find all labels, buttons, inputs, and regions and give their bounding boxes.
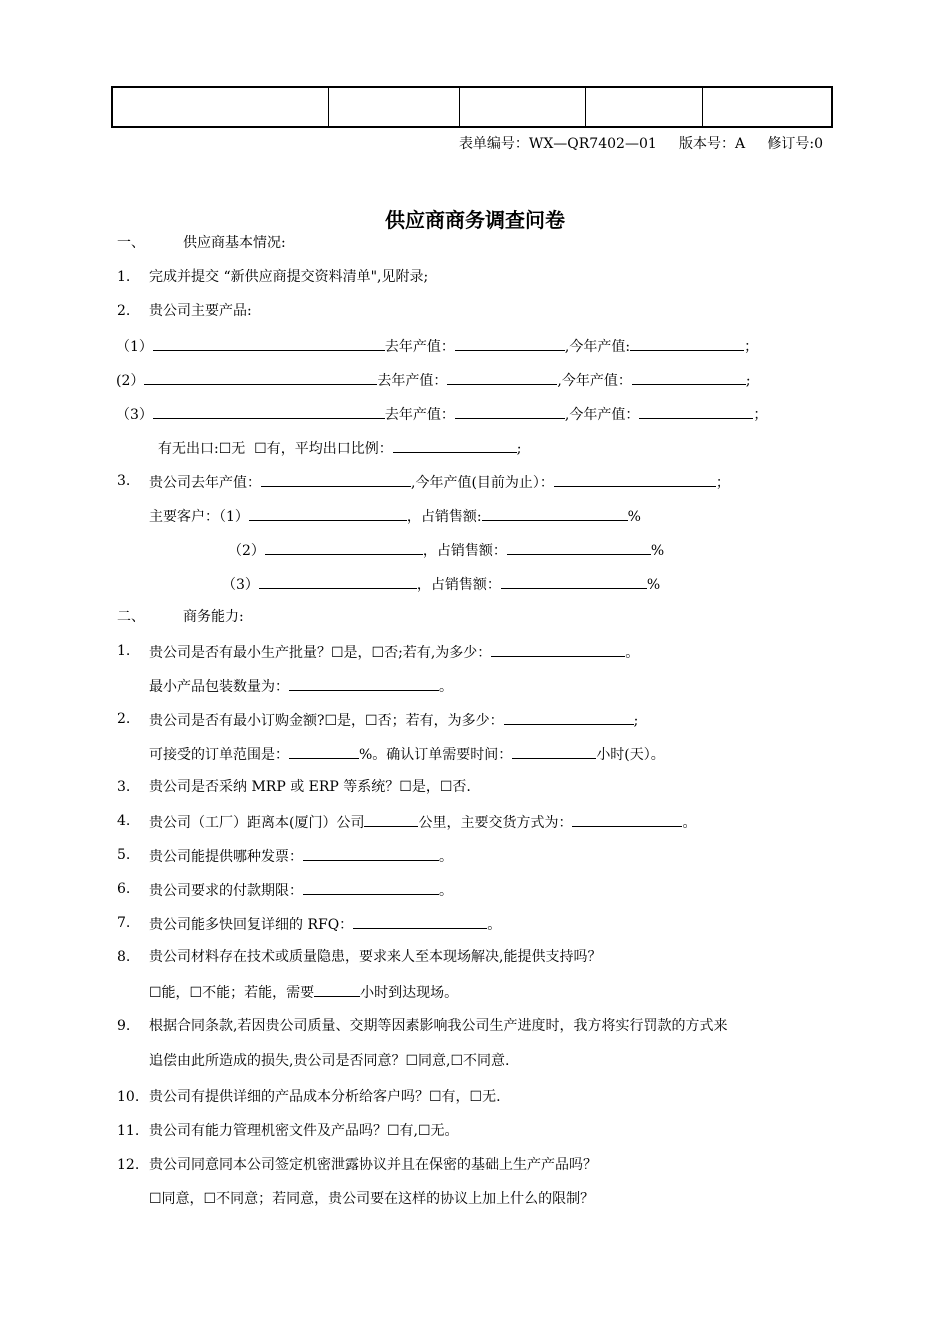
- last-year-label: 去年产值：: [377, 373, 448, 389]
- question-number: 3.: [117, 473, 131, 489]
- customer-name-field[interactable]: [259, 573, 417, 589]
- header-cell: [703, 88, 831, 126]
- this-year-label: ,今年产值：: [564, 407, 640, 423]
- last-year-output-field[interactable]: [455, 403, 565, 419]
- question-number: 2.: [117, 711, 131, 727]
- distance-field[interactable]: [364, 811, 418, 827]
- question-label: 贵公司是否有最小订购金额?☐是，☐否；若有，为多少：: [149, 713, 504, 729]
- question-text: [149, 743, 665, 765]
- export-line: [158, 437, 521, 459]
- question-text: [149, 845, 453, 867]
- last-year-label: 去年产值：: [384, 407, 455, 423]
- product-index: （1）: [116, 339, 153, 355]
- percent-sign: %: [646, 577, 661, 593]
- question-label: 贵公司能提供哪种发票：: [149, 849, 303, 865]
- sales-share-field[interactable]: [482, 505, 628, 521]
- question-text: [149, 709, 638, 731]
- question-label: 小时到达现场。: [360, 985, 459, 1001]
- header-cell: [329, 88, 460, 126]
- sales-share-label: ，占销售额：: [422, 543, 507, 559]
- header-cell: [113, 88, 329, 126]
- customer-index: （3）: [222, 577, 259, 593]
- last-year-output-field[interactable]: [447, 369, 557, 385]
- section-number: 一、: [117, 235, 145, 251]
- question-text: 追偿由此所造成的损失,贵公司是否同意？☐同意,☐不同意.: [149, 1053, 510, 1069]
- this-year-output-field[interactable]: [632, 369, 746, 385]
- question-text: 完成并提交 “新供应商提交资料清单",见附录;: [149, 269, 429, 285]
- delivery-method-field[interactable]: [572, 811, 682, 827]
- header-cell: [460, 88, 586, 126]
- customer-index: （1）: [219, 509, 249, 525]
- customer-line: [149, 505, 641, 527]
- product-line: [116, 335, 758, 357]
- question-text: 根据合同条款,若因贵公司质量、交期等因素影响我公司生产进度时，我方将实行罚款的方式来: [149, 1018, 728, 1034]
- question-label: 贵公司要求的付款期限：: [149, 883, 303, 899]
- min-package-field[interactable]: [289, 675, 439, 691]
- percent-sign: %: [627, 509, 641, 525]
- this-year-label: ,今年产值(目前为止）：: [411, 475, 554, 491]
- product-name-field[interactable]: [144, 369, 377, 385]
- line-end: 。: [439, 679, 453, 695]
- this-year-output-field[interactable]: [630, 335, 744, 351]
- line-end: 。: [439, 883, 453, 899]
- line-end: ；: [715, 475, 730, 491]
- question-label: 贵公司是否有最小生产批量？☐是，☐否;若有,为多少：: [149, 645, 492, 661]
- line-end: ;: [516, 441, 522, 457]
- question-text: 贵公司有提供详细的产品成本分析给客户吗？☐有，☐无.: [149, 1089, 501, 1105]
- last-year-output-field[interactable]: [261, 471, 411, 487]
- question-label: ☐能，☐不能；若能，需要: [149, 985, 315, 1001]
- line-end: 。: [487, 917, 502, 933]
- last-year-label: 贵公司去年产值：: [149, 475, 261, 491]
- page-title: 供应商商务调查问卷: [385, 208, 565, 232]
- question-text: 贵公司是否采纳 MRP 或 ERP 等系统？☐是，☐否.: [149, 779, 471, 795]
- this-year-label: ,今年产值：: [557, 373, 632, 389]
- line-end: ;: [633, 713, 639, 729]
- header-cell: [586, 88, 703, 126]
- section-heading: 商务能力:: [183, 609, 244, 625]
- arrival-hours-field[interactable]: [314, 981, 360, 997]
- question-number: 11.: [117, 1123, 140, 1139]
- question-text: [149, 879, 453, 901]
- sales-share-label: ，占销售额:: [406, 509, 482, 525]
- question-text: [149, 981, 458, 1003]
- this-year-output-field[interactable]: [554, 471, 716, 487]
- product-index: (2）: [116, 373, 145, 389]
- question-number: 6.: [117, 881, 131, 897]
- question-text: ☐同意，☐不同意；若同意，贵公司要在这样的协议上加上什么的限制？: [149, 1191, 595, 1207]
- question-number: 4.: [117, 813, 131, 829]
- min-order-field[interactable]: [504, 709, 634, 725]
- last-year-output-field[interactable]: [455, 335, 565, 351]
- question-number: 9.: [117, 1018, 131, 1034]
- line-end: 。: [625, 645, 640, 661]
- question-text: 贵公司材料存在技术或质量隐患，要求来人至本现场解决,能提供支持吗？: [149, 949, 602, 965]
- question-number: 2.: [117, 303, 131, 319]
- confirm-time-field[interactable]: [512, 743, 596, 759]
- question-text: [149, 913, 501, 935]
- product-line: [116, 369, 751, 391]
- question-text: [149, 641, 639, 663]
- customer-line: [222, 573, 660, 595]
- product-index: （3）: [116, 407, 153, 423]
- line-end: ；: [744, 339, 759, 355]
- sales-share-field[interactable]: [507, 539, 651, 555]
- section-number: 二、: [117, 609, 145, 625]
- line-end: 。: [682, 815, 697, 831]
- question-number: 1.: [117, 269, 131, 285]
- question-label: 公里，主要交货方式为：: [418, 815, 573, 831]
- question-label: 可接受的订单范围是：: [149, 747, 289, 763]
- this-year-label: ,今年产值:: [564, 339, 631, 355]
- line-end: ；: [753, 407, 768, 423]
- question-number: 3.: [117, 779, 131, 795]
- question-number: 10.: [117, 1089, 140, 1105]
- question-text: 贵公司同意同本公司签定机密泄露协议并且在保密的基础上生产产品吗？: [149, 1157, 597, 1173]
- question-text: [149, 811, 696, 833]
- question-number: 7.: [117, 915, 131, 931]
- customer-name-field[interactable]: [249, 505, 407, 521]
- order-range-field[interactable]: [289, 743, 359, 759]
- output-line: [149, 471, 730, 493]
- question-number: 5.: [117, 847, 131, 863]
- question-label: 最小产品包装数量为：: [149, 679, 289, 695]
- sales-share-field[interactable]: [501, 573, 647, 589]
- section-heading: 供应商基本情况:: [183, 235, 286, 251]
- payment-term-field[interactable]: [303, 879, 439, 895]
- question-number: 8.: [117, 949, 131, 965]
- last-year-label: 去年产值：: [384, 339, 455, 355]
- min-batch-field[interactable]: [491, 641, 625, 657]
- question-text: 贵公司有能力管理机密文件及产品吗？☐有,☐无。: [149, 1123, 459, 1139]
- product-name-field[interactable]: [153, 403, 385, 419]
- customer-name-field[interactable]: [265, 539, 423, 555]
- question-label: 贵公司（工厂）距离本(厦门）公司: [149, 815, 365, 831]
- line-end: ;: [745, 373, 751, 389]
- export-ratio-field[interactable]: [393, 437, 517, 453]
- question-label: 小时(天）。: [596, 747, 665, 763]
- rfq-reply-field[interactable]: [353, 913, 487, 929]
- product-line: [116, 403, 767, 425]
- invoice-type-field[interactable]: [303, 845, 439, 861]
- question-label: 贵公司能多快回复详细的 RFQ：: [149, 917, 354, 933]
- product-name-field[interactable]: [153, 335, 385, 351]
- sales-share-label: ，占销售额：: [416, 577, 501, 593]
- export-question: 有无出口:☐无 ☐有，平均出口比例：: [158, 441, 393, 457]
- question-number: 1.: [117, 643, 131, 659]
- question-text: 贵公司主要产品:: [149, 303, 252, 319]
- question-number: 12.: [117, 1157, 140, 1173]
- line-end: 。: [439, 849, 453, 865]
- question-label: %。确认订单需要时间：: [359, 747, 513, 763]
- customers-label: 主要客户：: [149, 509, 219, 525]
- percent-sign: %: [650, 543, 665, 559]
- question-text: [149, 675, 453, 697]
- this-year-output-field[interactable]: [639, 403, 753, 419]
- customer-line: [228, 539, 664, 561]
- form-number: 表单编号：WX—QR7402—01 版本号：A 修订号:0: [458, 136, 823, 152]
- customer-index: （2）: [228, 543, 265, 559]
- header-table: [111, 86, 833, 128]
